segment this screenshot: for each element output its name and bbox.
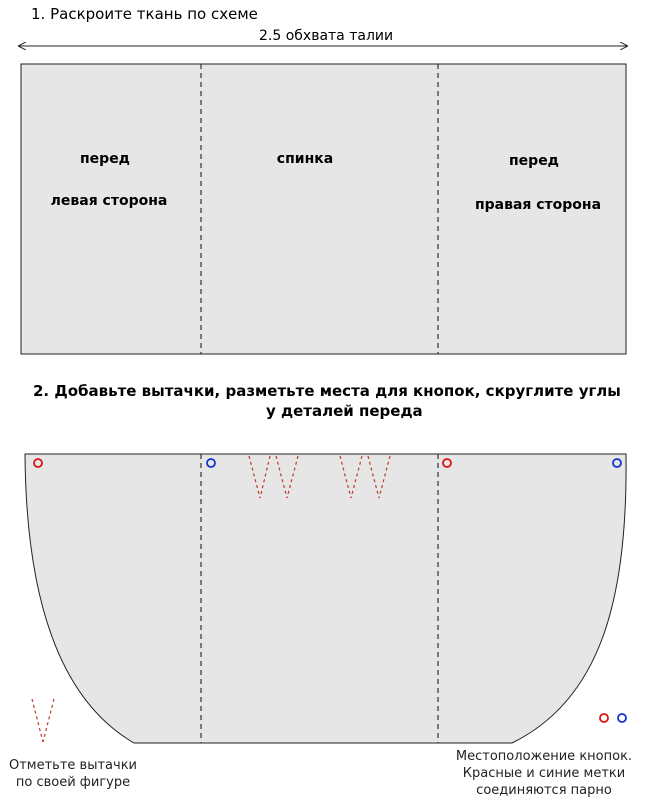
piece-front-left-line2: левая сторона	[50, 193, 168, 209]
piece-front-right-line2: правая сторона	[474, 197, 602, 213]
step2-title-line1: 2. Добавьте вытачки, разметьте места для кнопок, скруглите углы	[33, 382, 621, 400]
shaped-skirt-piece	[25, 454, 626, 743]
piece-back-label: спинка	[276, 151, 334, 167]
buttons-note-line1: Местоположение кнопок.	[455, 749, 633, 764]
legend-red-marker	[600, 714, 608, 722]
step2-title-line2: у деталей переда	[266, 402, 423, 420]
piece-front-left-line1: перед	[80, 151, 130, 167]
legend-dart-icon	[32, 699, 54, 742]
darts-note	[6, 757, 140, 791]
step1-title: 1. Раскроите ткань по схеме	[31, 5, 258, 23]
darts-note-line1: Отметьте вытачки	[9, 758, 137, 773]
width-label: 2.5 обхвата талии	[253, 28, 399, 44]
buttons-note-line3: соединяются парно	[476, 783, 612, 798]
darts-note-line2: по своей фигуре	[15, 775, 131, 790]
buttons-note	[444, 748, 644, 799]
piece-front-right-line1: перед	[509, 153, 559, 169]
legend-blue-marker	[618, 714, 626, 722]
buttons-note-line2: Красные и синие метки	[462, 766, 626, 781]
